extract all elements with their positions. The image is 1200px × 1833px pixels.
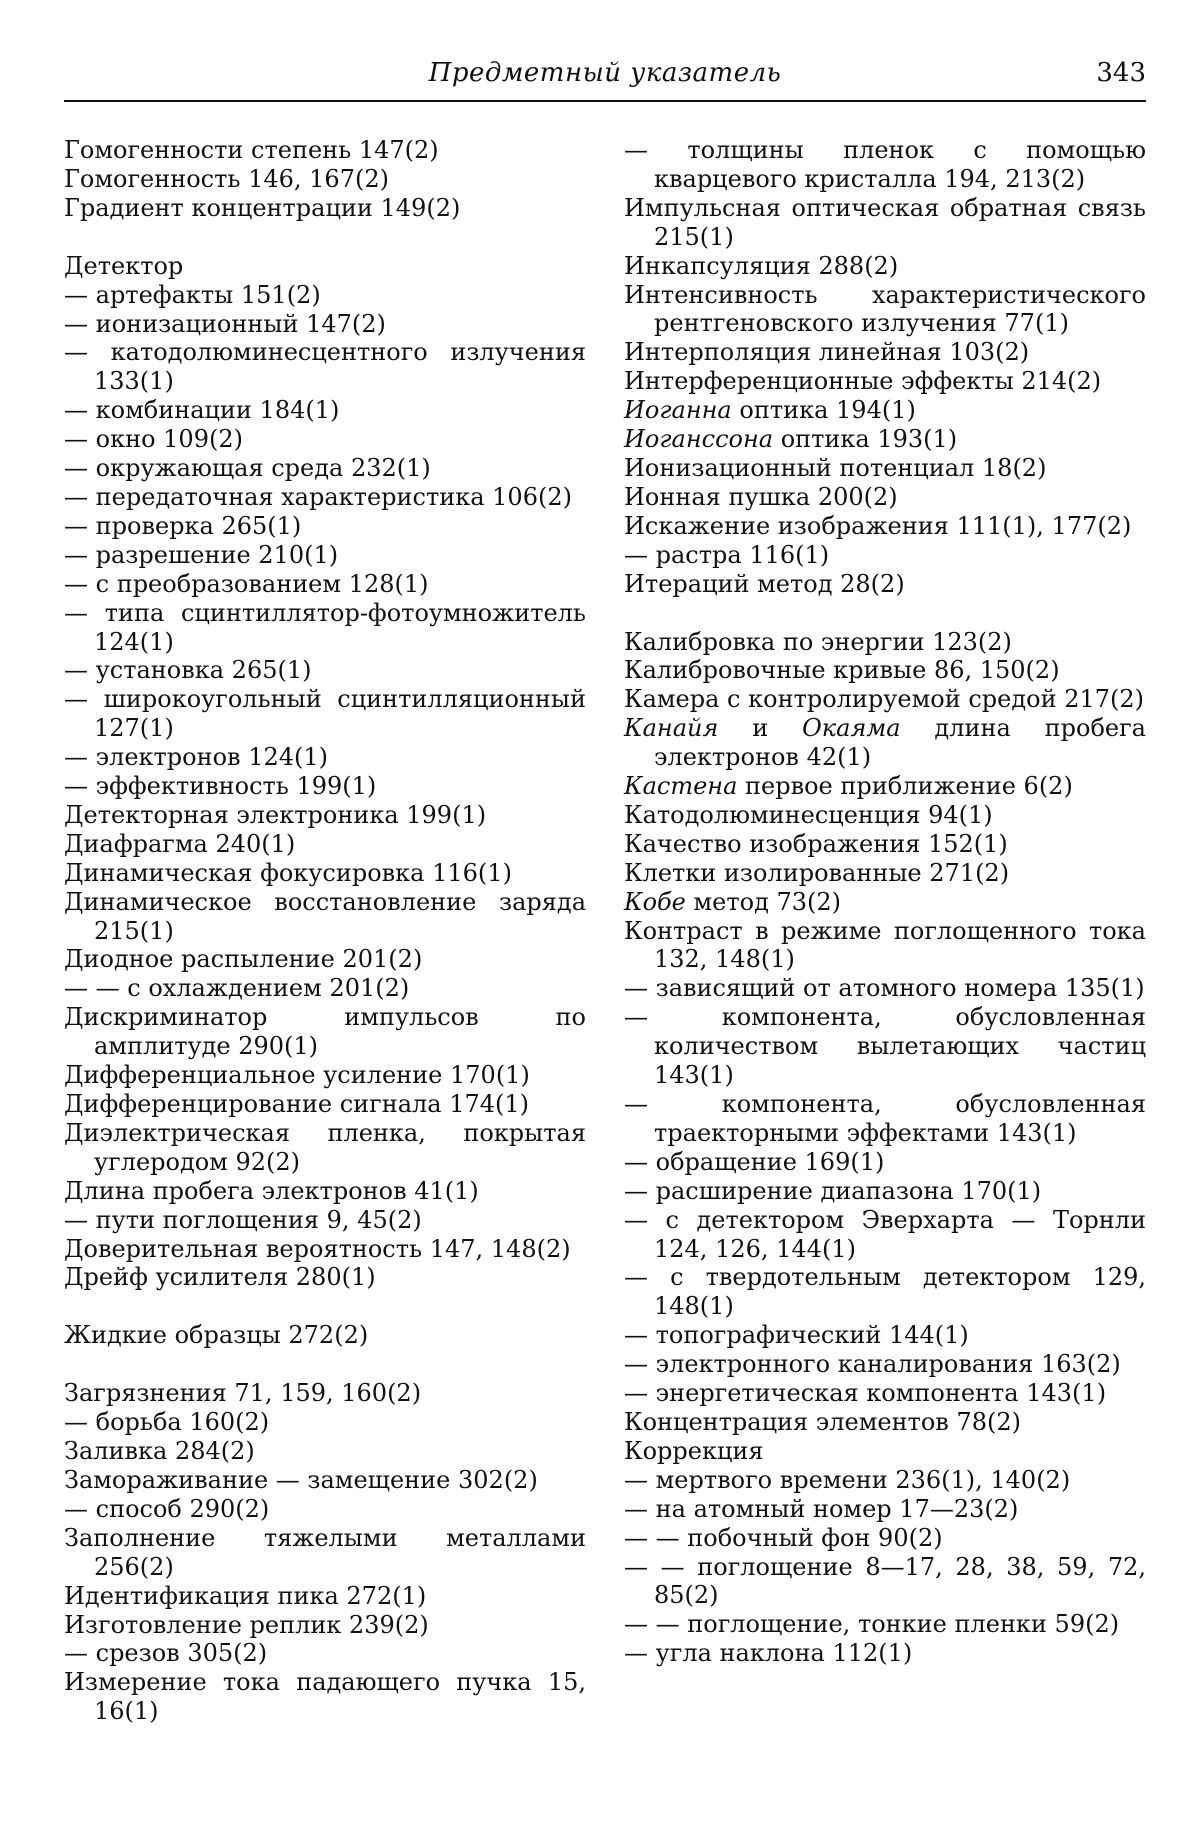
index-entry: Итераций метод 28(2) bbox=[624, 569, 905, 598]
index-entry: Искажение изображения 111(1), 177(2) bbox=[624, 511, 1132, 540]
index-entry: — — поглощение 8—17, 28, 38, 59, 72, 85(2) bbox=[624, 1552, 1146, 1610]
index-entry: — эффективность 199(1) bbox=[64, 772, 377, 801]
index-entry: — с преобразованием 128(1) bbox=[64, 569, 429, 598]
index-entry: — электронного каналирования 163(2) bbox=[624, 1350, 1121, 1379]
index-entry: Детектор bbox=[64, 251, 184, 280]
index-entry: Интерференционные эффекты 214(2) bbox=[624, 367, 1102, 396]
index-entry: Импульсная оптическая обратная связь 215(1) bbox=[624, 193, 1146, 251]
index-entry: Градиент концентрации 149(2) bbox=[64, 193, 461, 222]
page-number: 343 bbox=[1096, 58, 1146, 88]
index-entry: — зависящий от атомного номера 135(1) bbox=[624, 974, 1145, 1003]
index-entry: — катодолюминесцентного излучения 133(1) bbox=[64, 338, 586, 396]
index-entry: Доверительная вероятность 147, 148(2) bbox=[64, 1234, 571, 1263]
index-entry: Кастена первое приближение 6(2) bbox=[624, 772, 1073, 801]
index-entry: — толщины пленок с помощью кварцевого кристалла 194, 213(2) bbox=[624, 136, 1146, 193]
index-entry: Ионная пушка 200(2) bbox=[624, 482, 898, 511]
index-entry: — — поглощение, тонкие пленки 59(2) bbox=[624, 1610, 1120, 1639]
index-entry: — борьба 160(2) bbox=[64, 1408, 270, 1437]
index-entry: — компонента, обусловленная количеством вылетающих частиц 143(1) bbox=[624, 1003, 1146, 1090]
index-entry: — окружающая среда 232(1) bbox=[64, 454, 431, 483]
index-entry: — мертвого времени 236(1), 140(2) bbox=[624, 1465, 1071, 1494]
index-entry: Гомогенности степень 147(2) bbox=[64, 136, 439, 164]
index-entry: — срезов 305(2) bbox=[64, 1639, 268, 1668]
index-entry: — артефакты 151(2) bbox=[64, 280, 321, 309]
index-entry: Диафрагма 240(1) bbox=[64, 829, 296, 858]
index-column-left bbox=[64, 136, 586, 1726]
index-entry: Калибровка по энергии 123(2) bbox=[624, 627, 1012, 656]
index-entry: Жидкие образцы 272(2) bbox=[64, 1321, 369, 1350]
index-entry: Качество изображения 152(1) bbox=[624, 829, 1008, 858]
index-entry: Дискриминатор импульсов по амплитуде 290(1) bbox=[64, 1003, 586, 1061]
index-entry: Замораживание — замещение 302(2) bbox=[64, 1465, 538, 1494]
index-entry: Дифференцирование сигнала 174(1) bbox=[64, 1090, 530, 1118]
index-entry: Концентрация элементов 78(2) bbox=[624, 1407, 1021, 1436]
index-entry: Иоганссона оптика 193(1) bbox=[624, 425, 958, 454]
index-entry: Гомогенность 146, 167(2) bbox=[64, 164, 389, 193]
index-entry: Инкапсуляция 288(2) bbox=[624, 251, 899, 280]
index-entry: — электронов 124(1) bbox=[64, 743, 328, 772]
index-entry: — окно 109(2) bbox=[64, 425, 243, 454]
index-entry: — типа сцинтиллятор-фотоумножитель 124(1) bbox=[64, 598, 586, 656]
running-title: Предметный указатель bbox=[428, 58, 782, 88]
index-entry: Динамическая фокусировка 116(1) bbox=[64, 858, 512, 887]
index-entry: Дифференциальное усиление 170(1) bbox=[64, 1061, 530, 1090]
index-entry: Интенсивность характеристического рентгеновского излучения 77(1) bbox=[624, 280, 1146, 338]
index-entry: — — побочный фон 90(2) bbox=[624, 1523, 943, 1552]
index-entry: Измерение тока падающего пучка 15, 16(1) bbox=[64, 1668, 586, 1726]
index-entry: Иоганна оптика 194(1) bbox=[624, 396, 916, 425]
index-entry: Идентификация пика 272(1) bbox=[64, 1581, 427, 1610]
index-entry: — угла наклона 112(1) bbox=[624, 1639, 913, 1668]
index-entry: Камера с контролируемой средой 217(2) bbox=[624, 685, 1144, 714]
index-entry: Изготовление реплик 239(2) bbox=[64, 1610, 429, 1639]
index-entry: — на атомный номер 17—23(2) bbox=[624, 1494, 1019, 1523]
index-entry: Ионизационный потенциал 18(2) bbox=[624, 453, 1047, 482]
index-entry: — расширение диапазона 170(1) bbox=[624, 1176, 1042, 1205]
index-entry: — проверка 265(1) bbox=[64, 511, 302, 540]
index-entry: — способ 290(2) bbox=[64, 1494, 270, 1523]
index-entry: — топографический 144(1) bbox=[624, 1321, 969, 1350]
index-entry: — пути поглощения 9, 45(2) bbox=[64, 1205, 422, 1234]
index-entry: Диодное распыление 201(2) bbox=[64, 945, 423, 974]
index-entry: Диэлектрическая пленка, покрытая углеродом 92(2) bbox=[64, 1118, 586, 1176]
index-entry: Клетки изолированные 271(2) bbox=[624, 858, 1010, 887]
index-entry: Кобе метод 73(2) bbox=[624, 887, 842, 916]
page-header bbox=[64, 50, 1146, 102]
index-entry: — энергетическая компонента 143(1) bbox=[624, 1379, 1107, 1408]
index-entry: — разрешение 210(1) bbox=[64, 540, 339, 569]
index-entry: Коррекция bbox=[624, 1436, 764, 1465]
index-entry: Калибровочные кривые 86, 150(2) bbox=[624, 656, 1060, 685]
index-entry: Детекторная электроника 199(1) bbox=[64, 800, 487, 829]
index-entry: — комбинации 184(1) bbox=[64, 396, 340, 425]
index-entry: Дрейф усилителя 280(1) bbox=[64, 1263, 376, 1292]
index-entry: — передаточная характеристика 106(2) bbox=[64, 482, 572, 511]
index-entry: — — с охлаждением 201(2) bbox=[64, 974, 410, 1003]
index-entry: Динамическое восстановление заряда 215(1) bbox=[64, 887, 586, 945]
index-entry: — установка 265(1) bbox=[64, 656, 312, 685]
index-entry: — с твердотельным детектором 129, 148(1) bbox=[624, 1263, 1146, 1321]
index-entry: — компонента, обусловленная траекторными эффектами 143(1) bbox=[624, 1090, 1146, 1147]
index-entry: Канайя и Окаяма длина пробега электронов 42(1) bbox=[624, 714, 1146, 772]
index-entry: Интерполяция линейная 103(2) bbox=[624, 338, 1030, 367]
index-column-right bbox=[624, 136, 1146, 1668]
index-entry: Катодолюминесценция 94(1) bbox=[624, 800, 993, 829]
index-entry: Заполнение тяжелыми металлами 256(2) bbox=[64, 1523, 586, 1581]
index-entry: Заливка 284(2) bbox=[64, 1437, 255, 1466]
index-entry: — широкоугольный сцинтилляционный 127(1) bbox=[64, 685, 586, 743]
index-entry: Длина пробега электронов 41(1) bbox=[64, 1176, 479, 1205]
index-entry: — растра 116(1) bbox=[624, 540, 830, 569]
index-entry: — обращение 169(1) bbox=[624, 1147, 885, 1176]
index-entry: — с детектором Эверхарта — Торнли 124, 126, 144(1) bbox=[624, 1205, 1146, 1263]
index-entry: — ионизационный 147(2) bbox=[64, 309, 386, 338]
index-entry: Контраст в режиме поглощенного тока 132, 148(1) bbox=[624, 916, 1146, 974]
index-entry: Загрязнения 71, 159, 160(2) bbox=[64, 1379, 422, 1408]
